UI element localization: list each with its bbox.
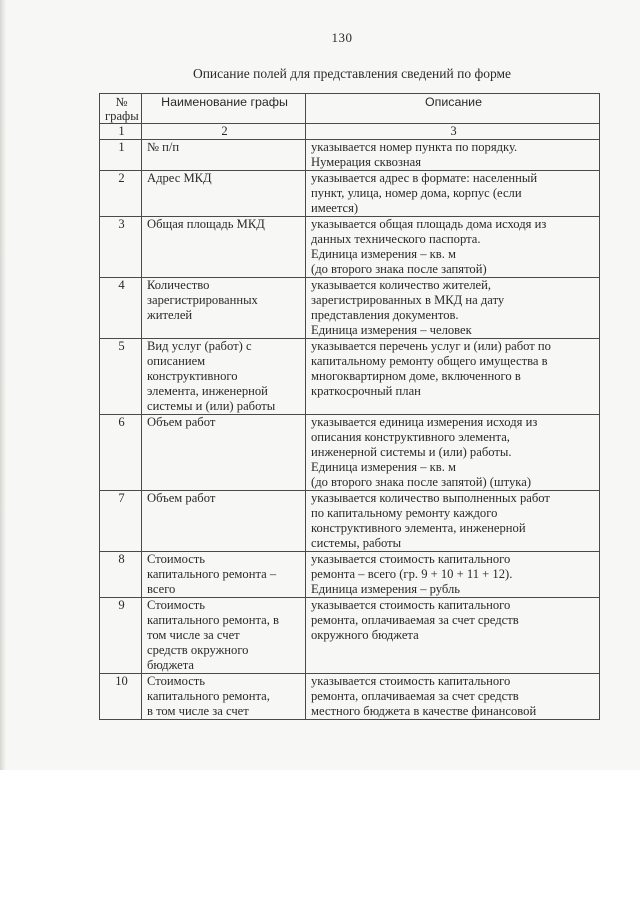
row-description: указывается номер пункта по порядку. Нумерация сквозная bbox=[306, 140, 600, 171]
row-field-name: Адрес МКД bbox=[142, 171, 306, 217]
table-row bbox=[100, 339, 600, 415]
table-row bbox=[100, 598, 600, 674]
table-row bbox=[100, 674, 600, 720]
table-header-row bbox=[100, 94, 600, 124]
table-row bbox=[100, 278, 600, 339]
table-row bbox=[100, 217, 600, 278]
page-number: 130 bbox=[331, 30, 353, 45]
row-field-name: Общая площадь МКД bbox=[142, 217, 306, 278]
row-number: 2 bbox=[100, 171, 142, 217]
row-field-name: Стоимость капитального ремонта – всего bbox=[142, 552, 306, 598]
header-column-number: № графы bbox=[100, 94, 142, 124]
table-row bbox=[100, 415, 600, 491]
column-index-row bbox=[100, 124, 600, 140]
row-field-name: Объем работ bbox=[142, 415, 306, 491]
header-column-description: Описание bbox=[306, 94, 600, 124]
row-number: 4 bbox=[100, 278, 142, 339]
column-index-1: 1 bbox=[100, 124, 142, 140]
table-row bbox=[100, 552, 600, 598]
row-description: указывается стоимость капитального ремонта, оплачиваемая за счет средств местного бюджета в качестве финансовой bbox=[306, 674, 600, 720]
row-field-name: Стоимость капитального ремонта, в том числе за счет bbox=[142, 674, 306, 720]
row-description: указывается стоимость капитального ремонта, оплачиваемая за счет средств окружного бюджета bbox=[306, 598, 600, 674]
row-number: 8 bbox=[100, 552, 142, 598]
row-number: 6 bbox=[100, 415, 142, 491]
row-number: 7 bbox=[100, 491, 142, 552]
row-field-name: Количество зарегистрированных жителей bbox=[142, 278, 306, 339]
row-number: 9 bbox=[100, 598, 142, 674]
row-description: указывается количество выполненных работ по капитальному ремонту каждого конструктивного элемента, инженерной системы, работы bbox=[306, 491, 600, 552]
row-field-name: № п/п bbox=[142, 140, 306, 171]
table-row bbox=[100, 171, 600, 217]
column-index-2: 2 bbox=[142, 124, 306, 140]
row-description: указывается перечень услуг и (или) работ по капитальному ремонту общего имущества в многоквартирном доме, включенного в краткосрочный план bbox=[306, 339, 600, 415]
page-edge-shadow bbox=[0, 0, 6, 770]
row-field-name: Вид услуг (работ) с описанием конструктивного элемента, инженерной системы и (или) работы bbox=[142, 339, 306, 415]
row-description: указывается адрес в формате: населенный пункт, улица, номер дома, корпус (если имеется) bbox=[306, 171, 600, 217]
row-description: указывается количество жителей, зарегистрированных в МКД на дату представления документов. Единица измерения – человек bbox=[306, 278, 600, 339]
row-number: 5 bbox=[100, 339, 142, 415]
row-number: 10 bbox=[100, 674, 142, 720]
row-number: 1 bbox=[100, 140, 142, 171]
row-description: указывается стоимость капитального ремонта – всего (гр. 9 + 10 + 11 + 12). Единица измерения – рубль bbox=[306, 552, 600, 598]
row-description: указывается единица измерения исходя из описания конструктивного элемента, инженерной системы и (или) работы. Единица измерения – кв. м (до второго знака после запятой) (штука) bbox=[306, 415, 600, 491]
row-number: 3 bbox=[100, 217, 142, 278]
fields-description-table bbox=[99, 93, 600, 720]
document-title: Описание полей для представления сведений по форме bbox=[192, 66, 512, 81]
column-index-3: 3 bbox=[306, 124, 600, 140]
row-field-name: Стоимость капитального ремонта, в том числе за счет средств окружного бюджета bbox=[142, 598, 306, 674]
row-field-name: Объем работ bbox=[142, 491, 306, 552]
table-row bbox=[100, 491, 600, 552]
table-row bbox=[100, 140, 600, 171]
row-description: указывается общая площадь дома исходя из данных технического паспорта. Единица измерения – кв. м (до второго знака после запятой) bbox=[306, 217, 600, 278]
header-column-name: Наименование графы bbox=[142, 94, 306, 124]
